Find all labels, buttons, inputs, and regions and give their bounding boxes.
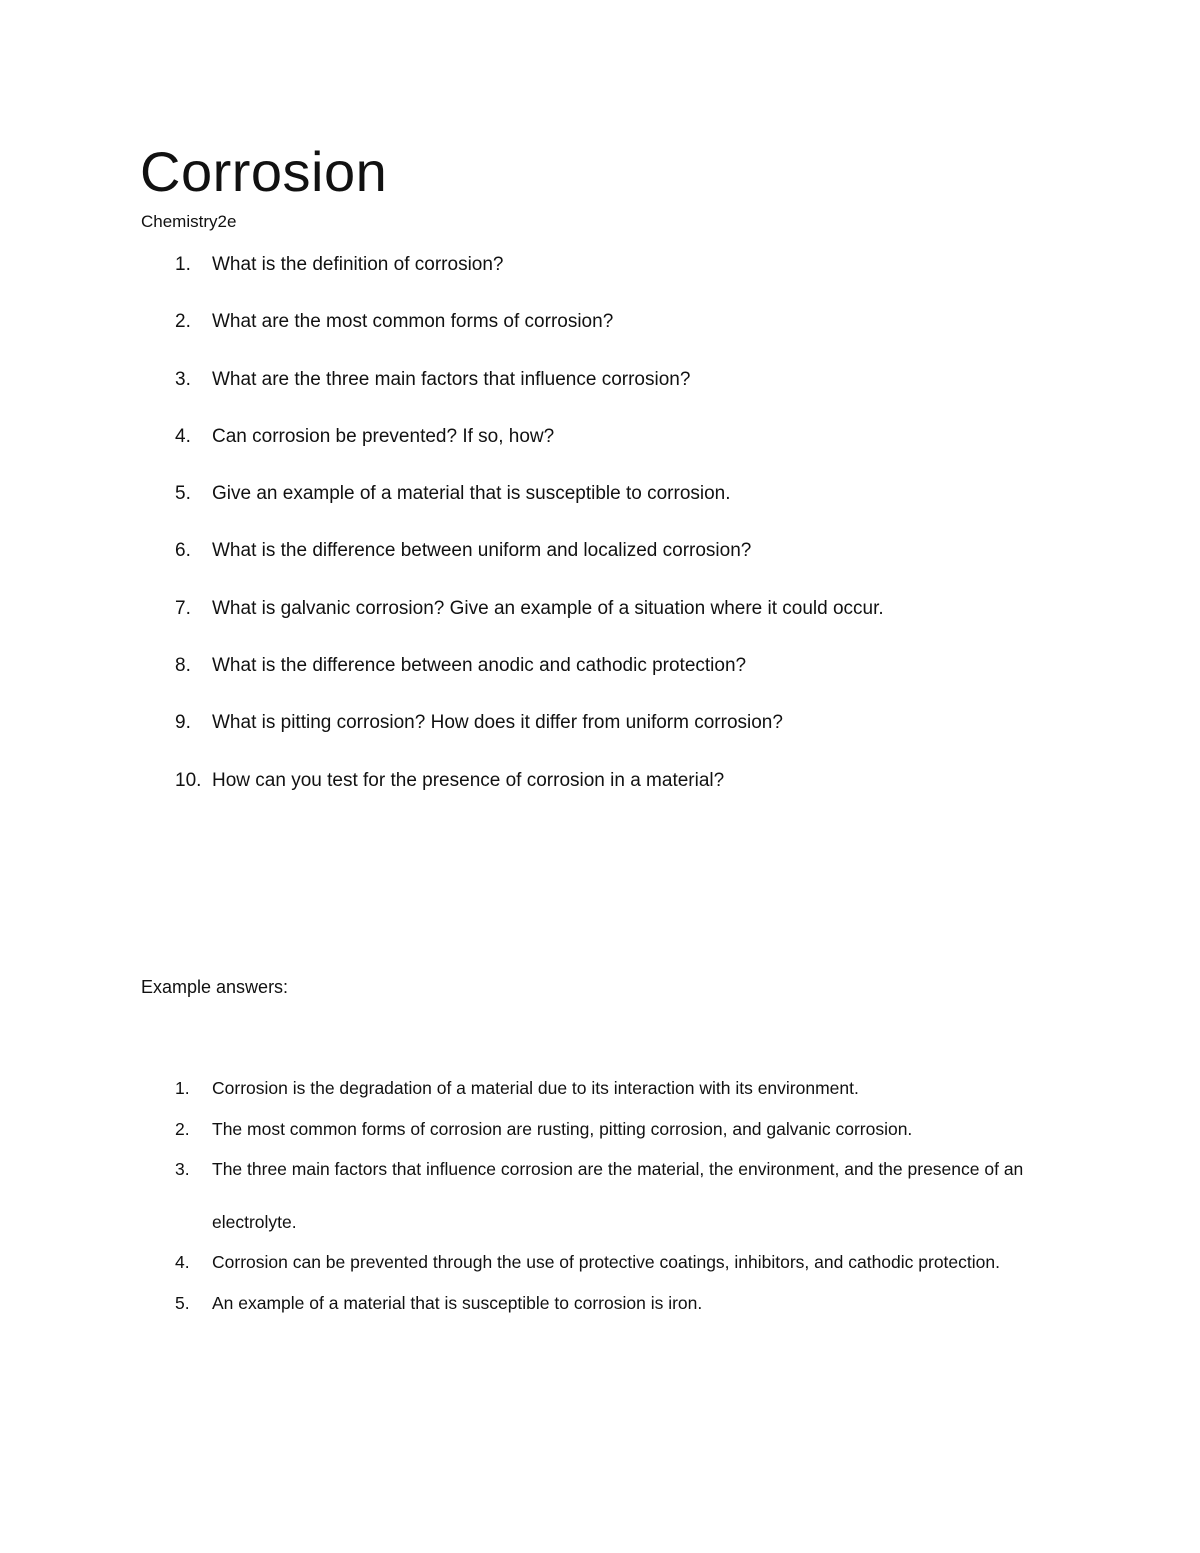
question-text: What are the three main factors that influence corrosion? xyxy=(212,368,691,390)
question-text: What is the difference between uniform and localized corrosion? xyxy=(212,540,752,562)
question-text: What is galvanic corrosion? Give an example of a situation where it could occur. xyxy=(212,597,884,619)
question-text: What is the difference between anodic and cathodic protection? xyxy=(212,655,747,677)
answer-item xyxy=(0,1143,1032,1248)
question-number: 8. xyxy=(175,655,191,677)
answer-item xyxy=(0,1277,1032,1330)
question-text: What is pitting corrosion? How does it differ from uniform corrosion? xyxy=(212,712,783,734)
question-number: 5. xyxy=(175,483,191,505)
answer-text: An example of a material that is susceptible to corrosion is iron. xyxy=(212,1292,703,1313)
answer-list xyxy=(0,1062,1032,1329)
question-number: 1. xyxy=(175,254,191,275)
question-text: What are the most common forms of corrosion? xyxy=(212,311,614,333)
answer-number: 3. xyxy=(175,1159,190,1179)
answer-number: 4. xyxy=(175,1252,190,1272)
question-number: 7. xyxy=(175,597,191,619)
question-text: What is the definition of corrosion? xyxy=(212,254,504,275)
answer-number: 5. xyxy=(175,1292,190,1313)
answers-heading: Example answers: xyxy=(141,977,289,997)
answer-text: Corrosion is the degradation of a material due to its interaction with its environment. xyxy=(212,1078,859,1098)
question-text: Can corrosion be prevented? If so, how? xyxy=(212,425,555,447)
question-number: 3. xyxy=(175,368,191,390)
question-number: 6. xyxy=(175,540,191,562)
question-text: How can you test for the presence of corrosion in a material? xyxy=(212,769,725,791)
answer-text: The three main factors that influence corrosion are the material, the environment, and the presence of an electrolyte. xyxy=(212,1159,1024,1232)
question-number: 4. xyxy=(175,425,191,447)
document-subtitle: Chemistry2e xyxy=(141,212,237,231)
answer-number: 2. xyxy=(175,1118,190,1139)
question-number: 2. xyxy=(175,311,191,333)
question-number: 9. xyxy=(175,712,191,734)
question-text: Give an example of a material that is susceptible to corrosion. xyxy=(212,483,731,505)
answer-text: Corrosion can be prevented through the use of protective coatings, inhibitors, and cathodic protection. xyxy=(212,1252,1000,1272)
document-title: Corrosion xyxy=(140,140,388,203)
answer-text: The most common forms of corrosion are rusting, pitting corrosion, and galvanic corrosion. xyxy=(212,1118,913,1139)
answer-number: 1. xyxy=(175,1078,190,1098)
question-number: 10. xyxy=(175,769,202,791)
